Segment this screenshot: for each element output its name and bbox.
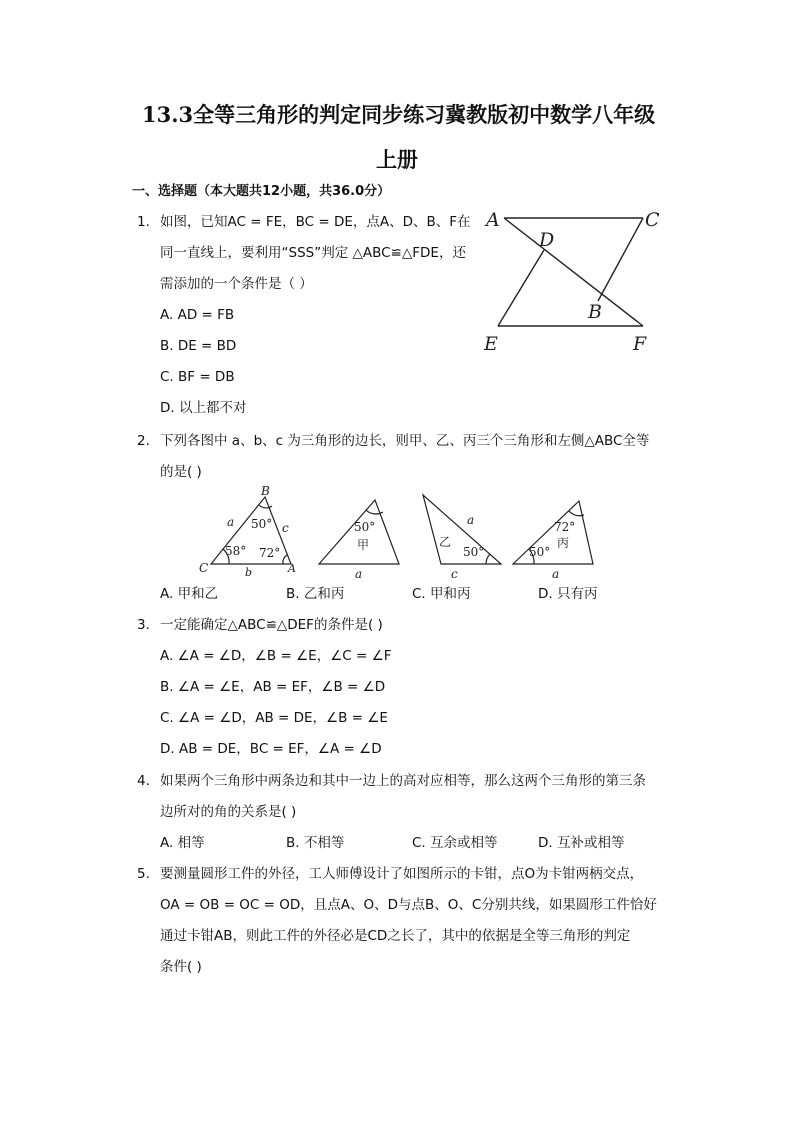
q1-label-c: C xyxy=(645,209,660,231)
q1-number: 1. xyxy=(137,214,150,230)
q1-figure xyxy=(480,200,670,360)
q2-arc-a xyxy=(283,555,287,564)
q2-option-a: A. 甲和乙 xyxy=(160,586,219,602)
q1-text-line1: 如图，已知AC = FE，BC = DE，点A、D、B、F在 xyxy=(160,214,471,230)
q1-label-d: D xyxy=(539,229,555,251)
q2-option-b: B. 乙和丙 xyxy=(286,586,345,602)
q2-triangle-bing xyxy=(513,501,593,564)
q1-label-e: E xyxy=(484,333,498,355)
q2-bing-angle-left: 50° xyxy=(529,545,551,559)
q2-jia-angle: 50° xyxy=(354,520,376,534)
q3-option-b: B. ∠A = ∠E，AB = EF，∠B = ∠D xyxy=(160,679,386,695)
q3-number: 3. xyxy=(137,617,150,633)
q4-option-a: A. 相等 xyxy=(160,835,205,851)
q1-label-b: B xyxy=(588,301,602,323)
doc-title-line2: 上册 xyxy=(376,147,418,172)
q2-text-line1: 下列各图中 a、b、c 为三角形的边长，则甲、乙、丙三个三角形和左侧△ABC全等 xyxy=(160,433,650,449)
q1-line-de xyxy=(498,250,544,326)
q5-number: 5. xyxy=(137,866,150,882)
q4-text-line2: 边所对的角的关系是( ) xyxy=(160,804,297,820)
q2-arc-yi xyxy=(486,554,490,564)
q5-text-line4: 条件( ) xyxy=(160,959,202,975)
q1-option-c: C. BF = DB xyxy=(160,369,235,385)
q2-triangle-yi xyxy=(423,495,501,564)
q2-abc-angle-c: 58° xyxy=(225,544,247,558)
q2-abc-label-c: C xyxy=(199,561,209,575)
q2-yi-side-c: c xyxy=(451,567,458,581)
q2-abc-label-a: A xyxy=(288,562,296,575)
q2-option-d: D. 只有丙 xyxy=(538,586,598,602)
q2-abc-side-c: c xyxy=(282,521,289,535)
q3-option-c: C. ∠A = ∠D，AB = DE，∠B = ∠E xyxy=(160,710,388,726)
q4-number: 4. xyxy=(137,773,150,789)
q1-option-d: D. 以上都不对 xyxy=(160,400,247,416)
q3-option-d: D. AB = DE，BC = EF，∠A = ∠D xyxy=(160,741,382,757)
q2-bing-angle-top: 72° xyxy=(554,520,576,534)
q1-label-f: F xyxy=(633,333,647,355)
q2-bing-side: a xyxy=(552,567,560,581)
q1-line-af xyxy=(504,218,643,326)
q2-arc-b xyxy=(259,505,272,508)
q1-label-a: A xyxy=(486,209,500,231)
q4-option-b: B. 不相等 xyxy=(286,835,345,851)
q2-abc-angle-b: 50° xyxy=(251,517,273,531)
q3-option-a: A. ∠A = ∠D，∠B = ∠E，∠C = ∠F xyxy=(160,648,392,664)
q5-text-line1: 要测量圆形工件的外径，工人师傅设计了如图所示的卡钳，点O为卡钳两柄交点， xyxy=(160,866,644,882)
q2-abc-label-b: B xyxy=(261,484,270,498)
q2-number: 2. xyxy=(137,433,150,449)
q2-jia-name: 甲 xyxy=(357,538,370,552)
q2-option-c: C. 甲和丙 xyxy=(412,586,471,602)
q5-text-line3: 通过卡钳AB，则此工件的外径必是CD之长了，其中的依据是全等三角形的判定 xyxy=(160,928,631,944)
q2-text-line2: 的是( ) xyxy=(160,464,202,480)
q2-yi-name: 乙 xyxy=(439,535,452,549)
q4-text-line1: 如果两个三角形中两条边和其中一边上的高对应相等，那么这两个三角形的第三条 xyxy=(160,773,646,789)
q2-yi-side-a: a xyxy=(467,513,475,527)
q1-text-line2: 同一直线上，要利用“SSS”判定 △ABC≌△FDE，还 xyxy=(160,245,466,261)
q2-yi-angle: 50° xyxy=(463,545,485,559)
doc-title-line1: 13.3全等三角形的判定同步练习冀教版初中数学八年级 xyxy=(142,102,656,127)
section-heading: 一、选择题（本大题共12小题，共36.0分） xyxy=(132,184,391,199)
q2-abc-angle-a: 72° xyxy=(259,546,281,560)
q4-option-c: C. 互余或相等 xyxy=(412,835,498,851)
q2-abc-side-a: a xyxy=(227,515,235,529)
q1-option-a: A. AD = FB xyxy=(160,307,235,323)
q4-option-d: D. 互补或相等 xyxy=(538,835,625,851)
q1-line-cb xyxy=(598,218,643,301)
q2-jia-side: a xyxy=(355,567,363,581)
q2-arc-jia xyxy=(366,510,383,514)
q5-text-line2: OA = OB = OC = OD，且点A、O、D与点B、O、C分别共线，如果圆形工件恰好 xyxy=(160,897,657,913)
q3-text-line1: 一定能确定△ABC≌△DEF的条件是( ) xyxy=(160,617,383,633)
q1-text-line3: 需添加的一个条件是（ ） xyxy=(160,276,313,292)
q1-option-b: B. DE = BD xyxy=(160,338,237,354)
q2-bing-name: 丙 xyxy=(557,536,570,550)
q2-abc-side-b: b xyxy=(245,566,253,579)
q2-figure xyxy=(195,482,605,582)
